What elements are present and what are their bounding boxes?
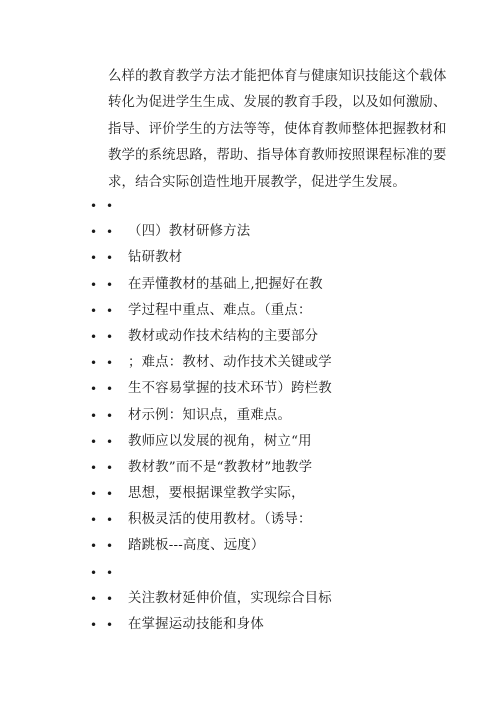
- bullet-icon: •: [90, 329, 98, 344]
- list-item: [0, 324, 500, 350]
- list-item: [0, 245, 500, 271]
- bullet-icon: •: [90, 225, 98, 240]
- list-item: [0, 612, 500, 638]
- bullet-icon: •: [90, 382, 98, 397]
- bullet-icon: •: [106, 539, 114, 554]
- list-item-text: 踏跳板---高度、远度）: [128, 538, 265, 554]
- list-item-text: 关注教材延伸价值，实现综合目标: [128, 590, 332, 606]
- paragraph-line: 转化为促进学生生成、发展的教育手段，以及如何激励、: [108, 95, 447, 111]
- bullet-icon: •: [106, 251, 114, 266]
- list-item: [0, 560, 500, 586]
- bullet-icon: •: [106, 199, 114, 213]
- list-item-text: （四）教材研修方法: [128, 224, 251, 240]
- list-item: [0, 403, 500, 429]
- list-item: [0, 298, 500, 324]
- bullet-icon: •: [106, 277, 114, 292]
- bullet-icon: •: [106, 434, 114, 449]
- list-item: [0, 507, 500, 533]
- list-item-text: 材示例：知识点，重难点。: [128, 407, 292, 423]
- list-item-text: 在掌握运动技能和身体: [128, 617, 264, 632]
- list-item: [0, 350, 500, 376]
- list-item-text: 教材教”而不是“教教材”地教学: [128, 459, 313, 475]
- list-item: [0, 376, 500, 402]
- bullet-icon: •: [90, 460, 98, 475]
- list-item: [0, 481, 500, 507]
- list-item: [0, 586, 500, 612]
- bullet-icon: •: [90, 618, 98, 632]
- bullet-icon: •: [106, 329, 114, 344]
- bullet-icon: •: [90, 303, 98, 318]
- bullet-icon: •: [106, 487, 114, 502]
- list-item-text: 生不容易掌握的技术环节）跨栏教: [128, 381, 332, 397]
- bullet-icon: •: [106, 565, 114, 580]
- list-item: [0, 455, 500, 481]
- bullet-icon: •: [90, 565, 98, 580]
- list-item-text: 思想，要根据课堂教学实际，: [128, 486, 305, 502]
- bullet-icon: •: [106, 618, 114, 632]
- list-item: [0, 219, 500, 245]
- bullet-icon: •: [90, 277, 98, 292]
- bullet-icon: •: [90, 408, 98, 423]
- paragraph-line: 指导、评价学生的方法等等，使体育教师整体把握教材和: [108, 121, 447, 137]
- list-item: [0, 272, 500, 298]
- bullet-icon: •: [90, 356, 98, 371]
- list-item-text: 在弄懂教材的基础上,把握好在教: [128, 276, 323, 292]
- bullet-icon: •: [90, 434, 98, 449]
- list-item-text: 教材或动作技术结构的主要部分: [128, 328, 319, 344]
- bullet-icon: •: [106, 408, 114, 423]
- bullet-icon: •: [106, 303, 114, 318]
- paragraph-line: 求，结合实际创造性地开展教学，促进学生发展。: [108, 174, 406, 190]
- list-item-text: 钻研教材: [128, 250, 183, 266]
- bullet-icon: •: [106, 460, 114, 475]
- list-item: [0, 429, 500, 455]
- list-item: [0, 193, 500, 219]
- bullet-icon: •: [106, 513, 114, 528]
- bullet-icon: •: [90, 251, 98, 266]
- bullet-list: [0, 193, 500, 638]
- bullet-icon: •: [106, 356, 114, 371]
- list-item-text: 积极灵活的使用教材。（诱导：: [128, 512, 312, 528]
- intro-paragraph: [108, 64, 448, 196]
- list-item-text: ；难点：教材、动作技术关键或学: [128, 355, 332, 371]
- bullet-icon: •: [106, 382, 114, 397]
- bullet-icon: •: [90, 539, 98, 554]
- bullet-icon: •: [90, 513, 98, 528]
- list-item-text: 学过程中重点、难点。（重点：: [128, 302, 312, 318]
- bullet-icon: •: [106, 225, 114, 240]
- list-item-text: 教师应以发展的视角，树立“用: [128, 433, 312, 449]
- list-item: [0, 533, 500, 559]
- bullet-icon: •: [90, 487, 98, 502]
- bullet-icon: •: [90, 591, 98, 606]
- bullet-icon: •: [90, 199, 98, 213]
- bullet-icon: •: [106, 591, 114, 606]
- paragraph-line: 么样的教育教学方法才能把体育与健康知识技能这个载体: [108, 69, 447, 84]
- paragraph-line: 教学的系统思路，帮助、指导体育教师按照课程标准的要: [108, 148, 447, 164]
